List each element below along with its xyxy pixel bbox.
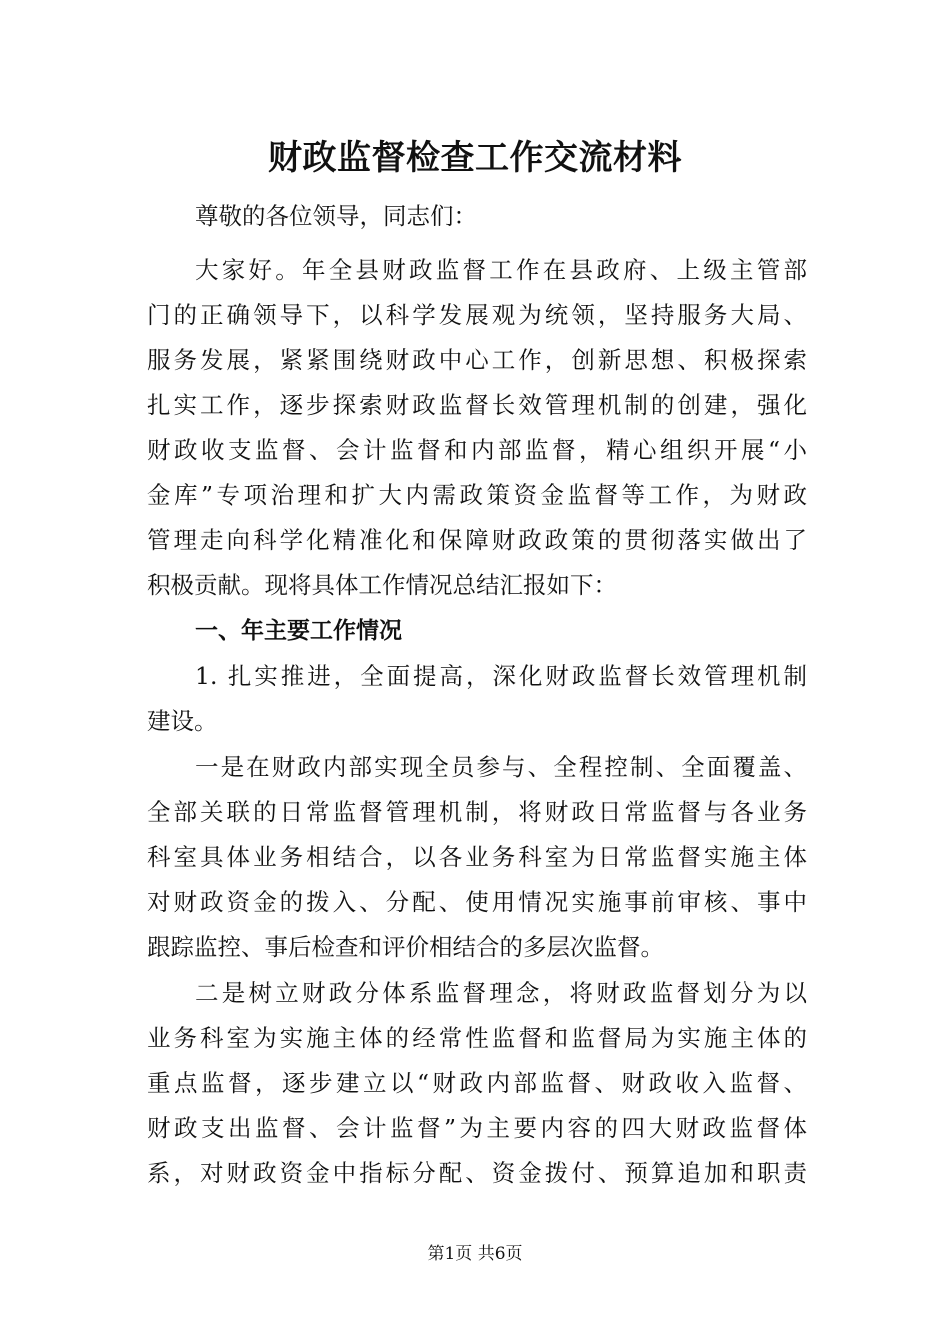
paragraph-line: 跟踪监控、事后检查和评价相结合的多层次监督。: [147, 933, 664, 961]
paragraph-line: 系，对财政资金中指标分配、资金拨付、预算追加和职责: [147, 1159, 807, 1187]
paragraph-line: 全部关联的日常监督管理机制，将财政日常监督与各业务: [147, 798, 807, 826]
paragraph-line: 积极贡献。现将具体工作情况总结汇报如下：: [147, 571, 617, 599]
paragraph-line: 管理走向科学化精准化和保障财政政策的贯彻落实做出了: [147, 526, 807, 554]
paragraph-line: 重点监督，逐步建立以“财政内部监督、财政收入监督、: [147, 1069, 807, 1097]
paragraph-line: 大家好。年全县财政监督工作在县政府、上级主管部: [195, 256, 807, 284]
paragraph-line: 建设。: [147, 707, 218, 735]
salutation: 尊敬的各位领导，同志们：: [195, 202, 477, 230]
paragraph-line: 一是在财政内部实现全员参与、全程控制、全面覆盖、: [195, 753, 807, 781]
page-footer: 第1页 共6页: [427, 1244, 523, 1264]
section-heading: 一、年主要工作情况: [195, 618, 402, 644]
paragraph-line: 扎实工作，逐步探索财政监督长效管理机制的创建，强化: [147, 391, 807, 419]
paragraph-line: 金库”专项治理和扩大内需政策资金监督等工作，为财政: [147, 481, 807, 509]
paragraph-line: 业务科室为实施主体的经常性监督和监督局为实施主体的: [147, 1024, 807, 1052]
paragraph-line: 服务发展，紧紧围绕财政中心工作，创新思想、积极探索: [147, 346, 807, 374]
paragraph-line: 对财政资金的拨入、分配、使用情况实施事前审核、事中: [147, 888, 807, 916]
paragraph-line: 科室具体业务相结合，以各业务科室为日常监督实施主体: [147, 843, 807, 871]
document-title: 财政监督检查工作交流材料: [268, 138, 682, 178]
paragraph-line: 财政支出监督、会计监督”为主要内容的四大财政监督体: [147, 1114, 807, 1142]
paragraph-line: 财政收支监督、会计监督和内部监督，精心组织开展“小: [147, 436, 807, 464]
paragraph-line: 1. 扎实推进，全面提高，深化财政监督长效管理机制: [195, 662, 807, 690]
paragraph-line: 二是树立财政分体系监督理念，将财政监督划分为以: [195, 979, 807, 1007]
paragraph-line: 门的正确领导下，以科学发展观为统领，坚持服务大局、: [147, 301, 807, 329]
